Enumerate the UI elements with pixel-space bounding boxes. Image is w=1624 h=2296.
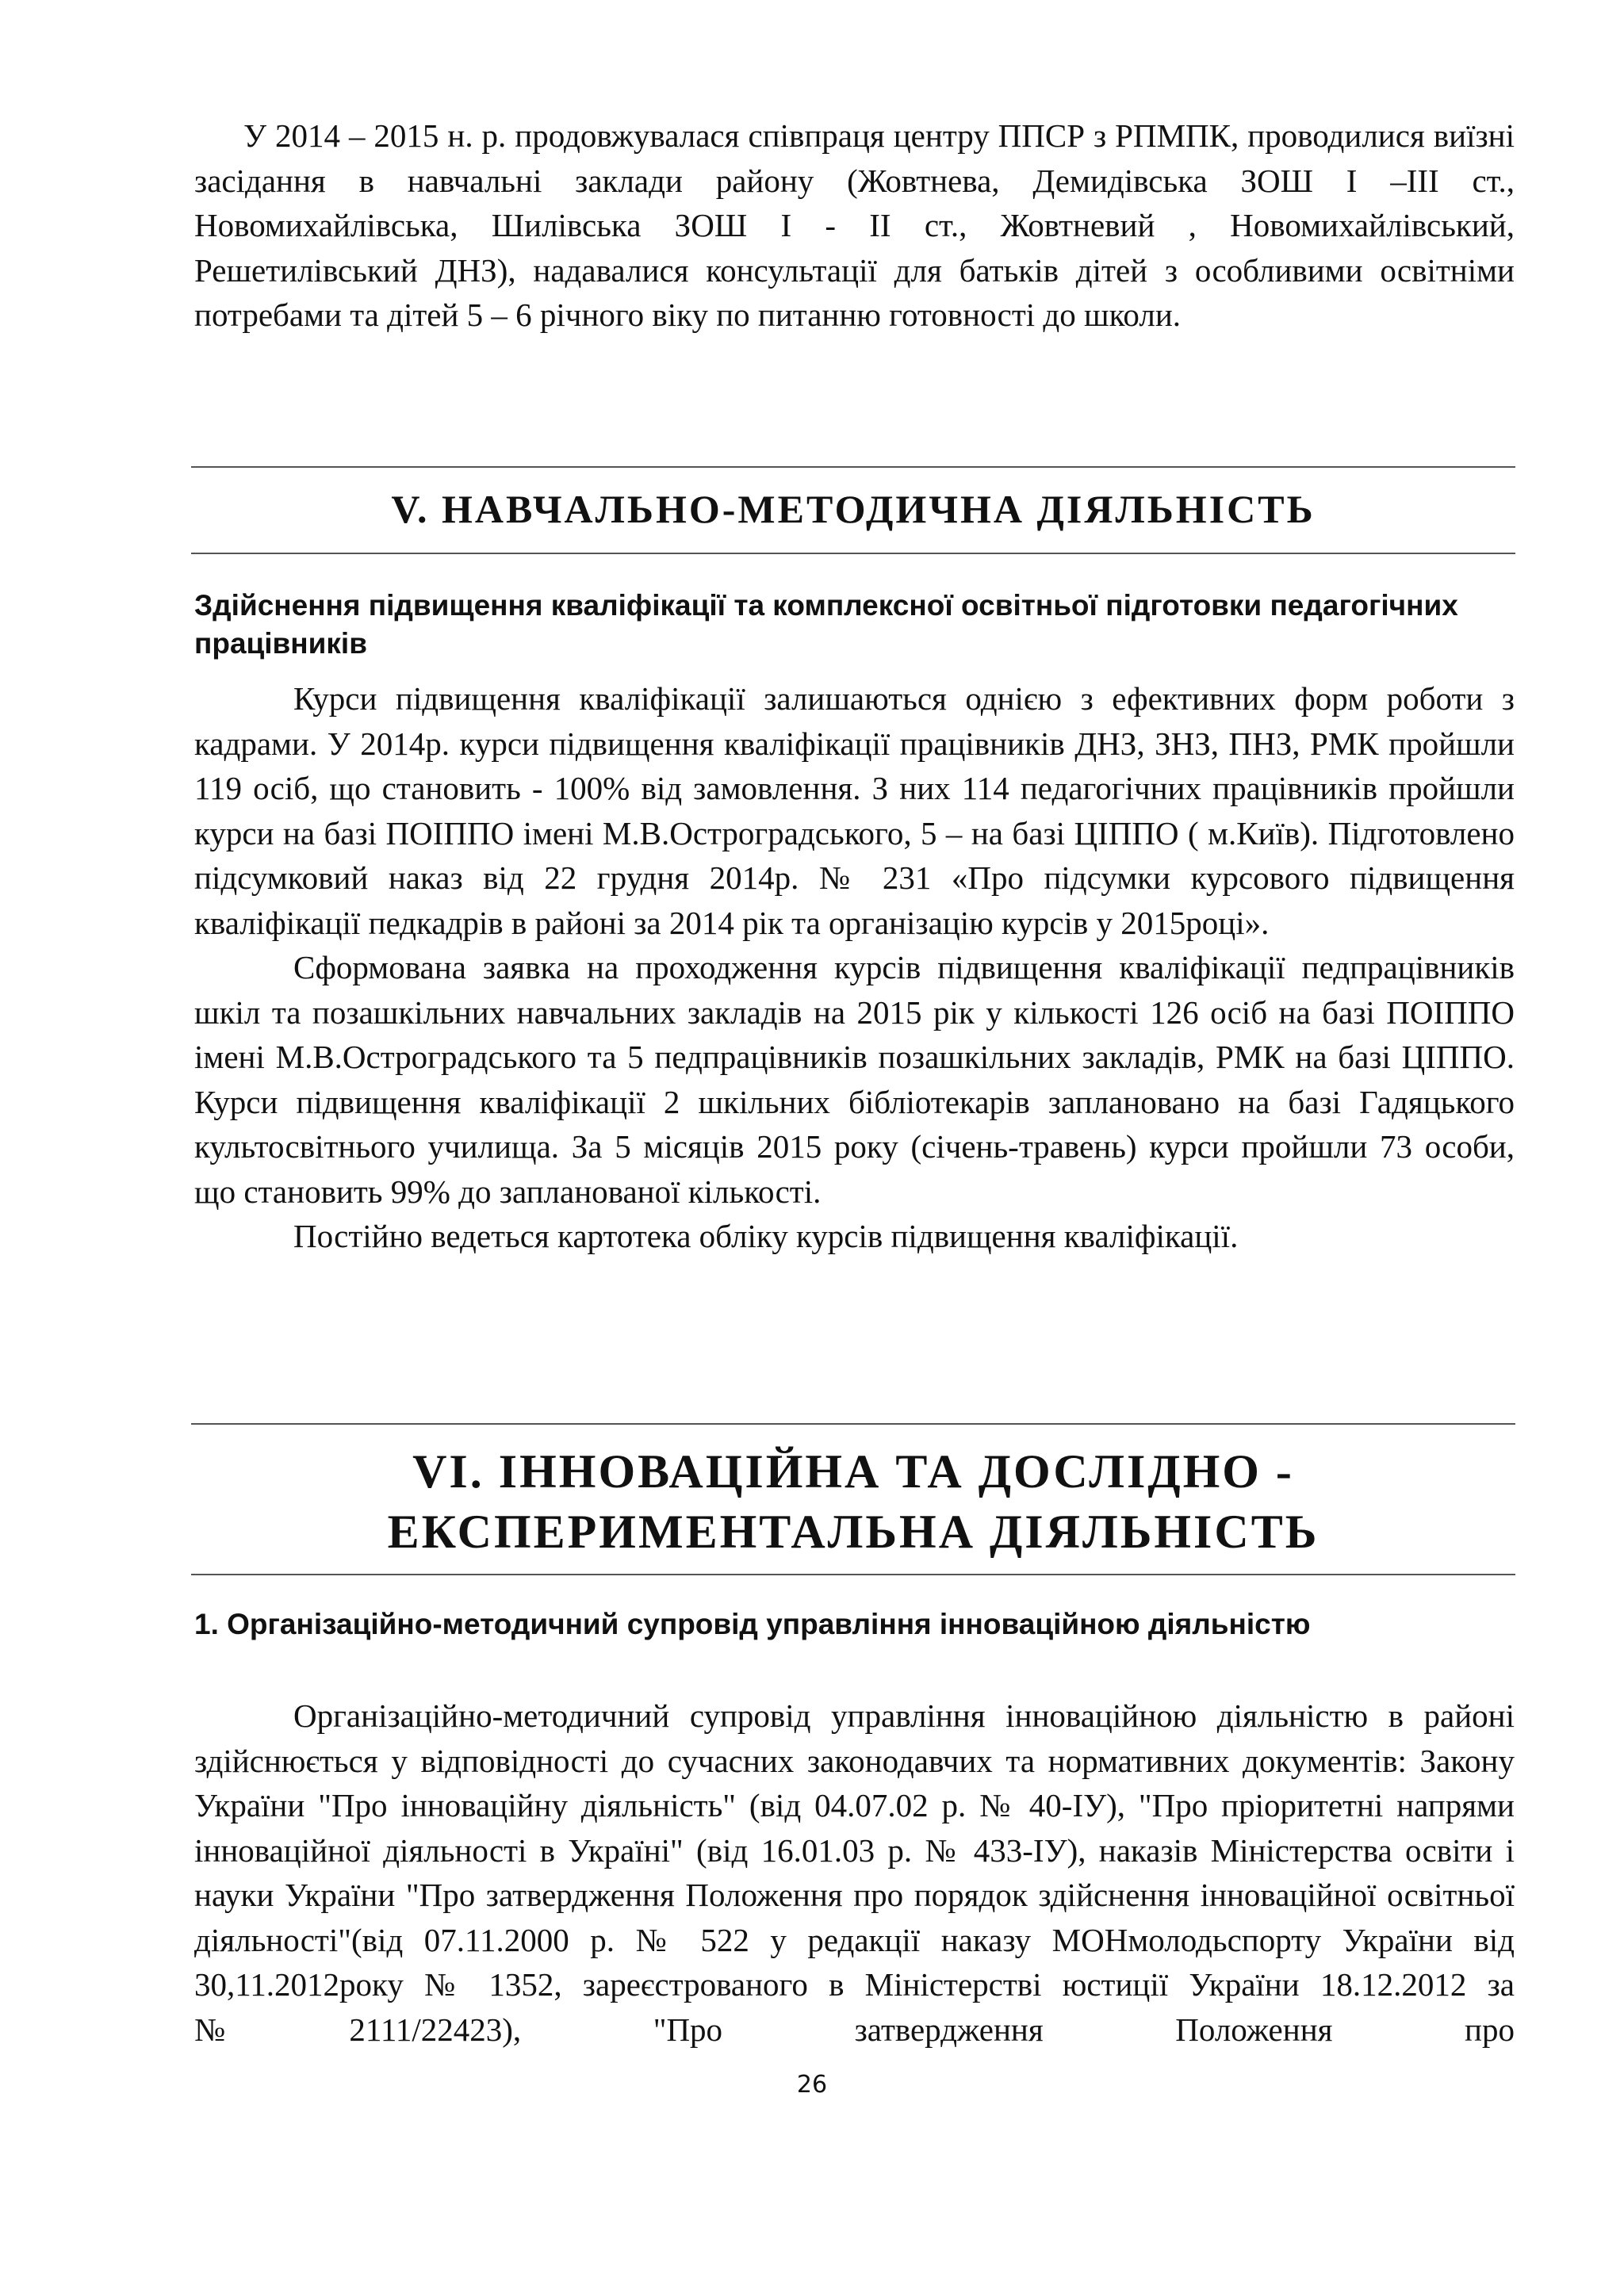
section5-paragraph-2: Сформована заявка на проходження курсів підвищення кваліфікації педпрацівників шкіл та позашкільних навчальних закладів на 2015 рік у кількості 126 осіб на базі ПОІППО імені М.В.Остроградського та 5 педпрацівників позашкільних закладів, РМК на базі ЦІППО. Курси підвищення кваліфікації 2 шкільних бібліотекарів заплановано на базі Гадяцького культосвітнього училища. За 5 місяців 2015 року (січень-травень) курси пройшли 73 особи, що становить 99% до запланованої кількості. [194, 949, 1515, 1210]
section6-title-line1: VI. ІННОВАЦІЙНА ТА ДОСЛІДНО - [412, 1445, 1294, 1498]
section6-subheading: 1. Організаційно-методичний супровід управління інноваційною діяльністю [194, 1608, 1311, 1640]
section6-top-rule [191, 1423, 1515, 1425]
section5-subheading: Здійснення підвищення кваліфікації та комплексної освітньої підготовки педагогічних працівників [194, 589, 1458, 660]
section5-bottom-rule [191, 553, 1515, 554]
section5-title: V. НАВЧАЛЬНО-МЕТОДИЧНА ДІЯЛЬНІСТЬ [391, 487, 1316, 531]
section5-paragraph-3: Постійно ведеться картотека обліку курсів підвищення кваліфікації. [293, 1218, 1239, 1254]
section6-title-line2: ЕКСПЕРИМЕНТАЛЬНА ДІЯЛЬНІСТЬ [387, 1506, 1320, 1558]
section6-text [194, 1693, 1515, 2052]
section5-top-rule [191, 466, 1515, 468]
page-number: 26 [796, 2071, 828, 2099]
intro-text [194, 113, 1515, 338]
intro-paragraph: У 2014 – 2015 н. р. продовжувалася співпраця центру ППСР з РПМПК, проводилися виїзні засідання в навчальні заклади району (Жовтнева, Демидівська ЗОШ І –ІІІ ст., Новомихайлівська, Шилівська ЗОШ І - ІІ ст., Жовтневий , Новомихайлівський, Решетилівський ДНЗ), надавалися консультації для батьків дітей з особливими освітніми потребами та дітей 5 – 6 річного віку по питанню готовності до школи. [194, 117, 1515, 333]
section6-bottom-rule [191, 1574, 1515, 1575]
section6-title [191, 1441, 1515, 1562]
section5-text [194, 676, 1515, 1259]
section5-paragraph-1: Курси підвищення кваліфікації залишаються однією з ефективних форм роботи з кадрами. У 2014р. курси підвищення кваліфікації працівників ДНЗ, ЗНЗ, ПНЗ, РМК пройшли 119 осіб, що становить - 100% від замовлення. З них 114 педагогічних працівників пройшли курси на базі ПОІППО імені М.В.Остроградського, 5 – на базі ЦІППО ( м.Київ). Підготовлено підсумковий наказ від 22 грудня 2014р. № 231 «Про підсумки курсового підвищення кваліфікації педкадрів в районі за 2014 рік та організацію курсів у 2015році». [194, 680, 1515, 941]
section6-paragraph: Організаційно-методичний супровід управління інноваційною діяльністю в районі здійснюється у відповідності до сучасних законодавчих та нормативних документів: Закону України "Про інноваційну діяльність" (від 04.07.02 р. № 40-ІУ), "Про пріоритетні напрями інноваційної діяльності в Україні" (від 16.01.03 р. № 433-ІУ), наказів Міністерства освіти і науки України "Про затвердження Положення про порядок здійснення інноваційної освітньої діяльності"(від 07.11.2000 р. № 522 у редакції наказу МОНмолодьспорту України від 30,11.2012року № 1352, зареєстрованого в Міністерстві юстиції України 18.12.2012 за №2111/22423), "Про затвердження Положення про [194, 1697, 1515, 2048]
